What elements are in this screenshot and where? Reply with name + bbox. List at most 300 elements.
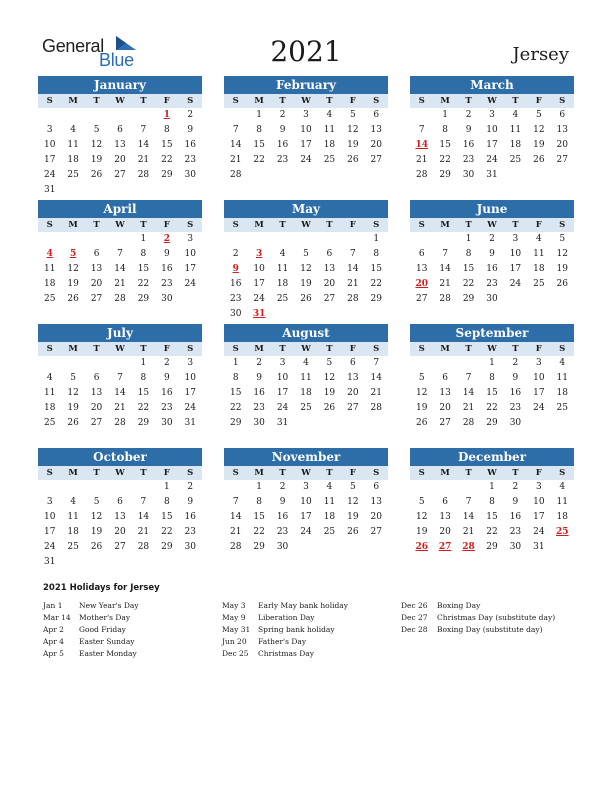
day-cell: 2 [279,110,286,120]
day-cell: 15 [486,512,498,522]
day-cell: 13 [323,264,336,274]
day-cell: 27 [556,155,568,165]
day-cell: 25 [323,527,336,537]
day-cell: 29 [486,418,498,428]
day-cell: 6 [418,249,425,259]
holiday-name: Easter Monday [79,649,137,658]
day-cell: 23 [184,155,196,165]
empty-day-cell [224,480,247,495]
holiday-column [401,600,555,636]
day-cell: 28 [439,294,451,304]
day-cell: 3 [535,482,542,492]
month-october [38,448,202,570]
day-cell: 23 [509,527,522,537]
weekday-header-row [410,342,574,356]
day-cell: 7 [140,125,147,135]
day-cell: 17 [533,512,545,522]
day-cell: 15 [486,388,498,398]
day-cell: 26 [347,527,359,537]
day-cell: 4 [70,125,76,135]
day-cell: 7 [373,358,380,368]
day-cell: 2 [512,358,519,368]
day-cell: 24 [300,155,312,165]
weekday-label: T [512,468,519,478]
day-cell: 24 [184,403,196,413]
weekday-label: F [535,468,542,478]
day-cell: 17 [300,140,312,150]
day-cell: 11 [533,249,545,259]
month-title: November [224,448,388,466]
day-cell: 30 [184,542,196,552]
holiday-day-cell: 2 [163,234,170,244]
day-cell: 11 [323,497,336,507]
day-cell: 26 [300,294,312,304]
day-cell: 4 [70,497,76,507]
day-cell: 10 [509,249,522,259]
day-cell: 28 [114,418,126,428]
weekday-label: S [232,344,239,354]
day-cell: 26 [347,155,359,165]
day-cell: 6 [326,249,333,259]
day-cell: 11 [67,512,79,522]
empty-day-cell [108,480,131,495]
day-cell: 1 [489,482,495,492]
day-cell: 21 [137,527,150,537]
day-cell: 25 [323,155,336,165]
empty-day-cell [61,480,84,495]
day-cell: 24 [486,155,498,165]
weekday-label: S [559,220,566,230]
holiday-date: Dec 28 [401,625,428,634]
day-cell: 28 [462,418,475,428]
weekday-label: T [512,344,519,354]
day-cell: 18 [300,388,312,398]
weekday-label: T [93,468,100,478]
day-cell: 24 [43,542,56,552]
empty-day-cell [38,480,61,495]
day-cell: 17 [276,388,289,398]
day-cell: 2 [256,358,262,368]
holiday-date: May 9 [222,613,246,622]
day-cell: 3 [535,358,542,368]
weekday-label: W [115,344,125,354]
day-cell: 30 [486,294,498,304]
empty-day-cell [457,356,480,371]
day-grid [410,232,574,307]
weekday-label: F [163,344,170,354]
weekday-label: F [163,220,170,230]
holiday-name: Early May bank holiday [258,601,349,610]
weekday-label: W [487,220,497,230]
empty-day-cell [85,356,108,371]
weekday-label: T [465,220,472,230]
calendar-year: 2021 [270,35,342,68]
day-cell: 25 [43,418,56,428]
month-september [410,324,574,431]
weekday-label: T [512,220,519,230]
holiday-row [43,624,139,636]
day-cell: 27 [370,527,382,537]
empty-day-cell [224,108,247,123]
weekday-label: M [440,220,450,230]
day-cell: 18 [323,140,336,150]
holiday-row [222,624,348,636]
month-title: April [38,200,202,218]
month-title: January [38,76,202,94]
day-cell: 31 [533,542,545,552]
holiday-day-cell: 27 [438,542,452,552]
day-cell: 31 [276,418,289,428]
day-cell: 5 [559,234,566,244]
day-cell: 30 [509,542,522,552]
holiday-name: Christmas Day (substitute day) [437,613,556,622]
day-cell: 11 [556,497,568,507]
day-cell: 19 [556,264,568,274]
day-cell: 16 [161,388,173,398]
day-cell: 21 [114,403,126,413]
day-cell: 8 [489,497,495,507]
day-cell: 27 [370,155,382,165]
day-cell: 10 [276,373,289,383]
day-cell: 28 [114,294,126,304]
day-cell: 9 [512,497,519,507]
weekday-label: T [93,220,100,230]
day-cell: 29 [137,294,150,304]
weekday-label: F [349,96,356,106]
month-may [224,200,388,322]
weekday-label: W [301,96,311,106]
day-cell: 26 [67,418,79,428]
day-cell: 6 [559,110,566,120]
day-cell: 24 [509,279,522,289]
holiday-date: May 3 [222,601,246,610]
weekday-label: S [373,96,380,106]
weekday-label: W [487,96,497,106]
day-cell: 21 [370,388,382,398]
day-cell: 4 [303,358,309,368]
day-cell: 8 [232,373,239,383]
empty-day-cell [132,480,155,495]
day-cell: 30 [276,542,289,552]
weekday-label: M [68,96,78,106]
day-cell: 27 [347,403,359,413]
day-cell: 9 [279,125,286,135]
holidays-title: 2021 Holidays for Jersey [43,583,160,593]
day-cell: 30 [161,294,173,304]
day-cell: 25 [533,279,545,289]
empty-day-cell [61,356,84,371]
holiday-date: Dec 25 [222,649,249,658]
day-cell: 13 [347,373,359,383]
day-cell: 18 [556,388,568,398]
day-cell: 14 [439,264,451,274]
weekday-label: T [279,96,286,106]
day-cell: 6 [442,497,448,507]
day-cell: 21 [462,527,475,537]
day-cell: 22 [486,527,498,537]
weekday-header-row [38,466,202,480]
day-cell: 19 [347,512,359,522]
day-cell: 23 [161,279,173,289]
day-cell: 17 [184,388,196,398]
day-cell: 14 [229,512,242,522]
day-cell: 30 [462,170,475,180]
weekday-header-row [224,94,388,108]
holiday-date: Dec 27 [401,613,428,622]
weekday-header-row [224,218,388,232]
day-cell: 21 [114,279,126,289]
weekday-label: M [254,220,264,230]
day-cell: 24 [253,294,265,304]
day-cell: 14 [462,512,475,522]
day-grid [38,356,202,431]
holiday-date: Mar 14 [43,613,71,622]
day-cell: 8 [140,373,147,383]
weekday-label: M [254,96,264,106]
day-cell: 3 [187,358,194,368]
day-cell: 2 [232,249,239,259]
empty-day-cell [85,480,108,495]
day-cell: 5 [93,125,100,135]
day-cell: 17 [509,264,522,274]
day-cell: 27 [90,418,103,428]
empty-day-cell [433,480,456,495]
day-cell: 21 [137,155,150,165]
day-grid [224,232,388,322]
month-july [38,324,202,431]
weekday-label: S [559,344,566,354]
day-cell: 10 [533,373,545,383]
day-cell: 28 [229,542,242,552]
day-cell: 20 [370,140,382,150]
day-cell: 4 [326,482,333,492]
day-cell: 20 [347,388,359,398]
day-cell: 19 [323,388,336,398]
empty-day-cell [457,480,480,495]
weekday-label: M [254,344,264,354]
day-cell: 10 [43,140,56,150]
day-cell: 12 [67,264,79,274]
weekday-label: T [326,344,333,354]
day-cell: 9 [187,125,194,135]
day-cell: 1 [163,482,170,492]
day-cell: 9 [489,249,495,259]
day-cell: 9 [512,373,519,383]
day-cell: 20 [323,279,336,289]
day-cell: 18 [556,512,568,522]
weekday-label: T [326,468,333,478]
day-cell: 3 [46,497,53,507]
holiday-name: Boxing Day [437,601,481,610]
day-cell: 6 [442,373,448,383]
day-cell: 29 [229,418,242,428]
holiday-date: Dec 26 [401,601,428,610]
day-cell: 18 [67,527,79,537]
day-cell: 21 [229,527,242,537]
day-cell: 1 [256,482,262,492]
holiday-row [222,600,348,612]
month-title: February [224,76,388,94]
holiday-name: New Year's Day [79,601,139,610]
day-cell: 19 [300,279,312,289]
day-cell: 12 [323,373,336,383]
day-grid [410,356,574,431]
day-cell: 1 [232,358,239,368]
day-grid [224,356,388,431]
weekday-header-row [224,342,388,356]
day-cell: 6 [93,373,100,383]
holiday-day-cell: 14 [415,140,428,150]
weekday-label: S [373,468,380,478]
day-cell: 27 [415,294,428,304]
day-cell: 5 [326,358,333,368]
holiday-row [222,612,348,624]
day-cell: 7 [140,497,147,507]
empty-day-cell [108,356,131,371]
day-cell: 15 [161,140,173,150]
month-title: May [224,200,388,218]
day-cell: 12 [90,512,103,522]
day-cell: 25 [556,403,568,413]
weekday-label: T [326,96,333,106]
day-cell: 9 [187,497,194,507]
day-cell: 9 [279,497,286,507]
holiday-day-cell: 1 [163,110,170,120]
day-cell: 21 [462,403,475,413]
empty-day-cell [108,108,131,123]
day-cell: 30 [253,418,265,428]
day-cell: 28 [415,170,428,180]
day-cell: 14 [114,264,126,274]
weekday-label: S [418,344,425,354]
weekday-label: W [115,220,125,230]
month-march [410,76,574,183]
weekday-label: S [418,220,425,230]
day-cell: 13 [114,512,126,522]
day-cell: 27 [323,294,336,304]
weekday-label: W [487,468,497,478]
day-cell: 16 [509,388,522,398]
day-cell: 22 [229,403,242,413]
day-cell: 5 [349,482,356,492]
day-cell: 8 [442,125,448,135]
day-cell: 24 [533,527,545,537]
month-january [38,76,202,198]
day-cell: 25 [300,403,312,413]
weekday-label: T [93,344,100,354]
weekday-label: T [140,344,147,354]
day-cell: 20 [556,140,568,150]
empty-day-cell [433,356,456,371]
day-cell: 27 [90,294,103,304]
weekday-label: S [46,96,53,106]
month-title: October [38,448,202,466]
day-cell: 11 [67,140,79,150]
day-cell: 4 [535,234,542,244]
day-cell: 13 [556,125,568,135]
weekday-label: S [559,96,566,106]
day-cell: 8 [373,249,380,259]
weekday-label: M [254,468,264,478]
month-title: June [410,200,574,218]
day-cell: 4 [326,110,333,120]
day-cell: 8 [256,125,262,135]
holiday-column [43,600,139,660]
day-cell: 23 [486,279,498,289]
day-cell: 30 [184,170,196,180]
weekday-header-row [38,218,202,232]
holiday-day-cell: 25 [556,527,569,537]
day-cell: 20 [114,527,126,537]
day-cell: 28 [347,294,359,304]
day-cell: 17 [253,279,265,289]
day-cell: 9 [256,373,262,383]
day-cell: 18 [509,140,522,150]
day-cell: 15 [253,140,265,150]
day-cell: 20 [439,403,451,413]
day-cell: 23 [184,527,196,537]
holiday-name: Mother's Day [79,613,131,622]
day-cell: 21 [439,279,451,289]
day-grid [410,480,574,555]
holiday-date: May 31 [222,625,251,634]
holiday-day-cell: 5 [70,249,77,259]
day-cell: 13 [90,388,103,398]
day-cell: 26 [415,418,428,428]
weekday-label: T [140,96,147,106]
day-cell: 17 [300,512,312,522]
day-grid [224,480,388,555]
month-title: August [224,324,388,342]
weekday-label: F [349,468,356,478]
day-cell: 26 [556,279,568,289]
day-cell: 7 [349,249,356,259]
day-cell: 18 [323,512,336,522]
day-cell: 5 [70,373,76,383]
day-cell: 16 [276,512,289,522]
day-cell: 4 [46,373,53,383]
day-cell: 26 [67,294,79,304]
day-cell: 3 [187,234,194,244]
weekday-label: W [301,468,311,478]
empty-day-cell [61,232,84,247]
day-cell: 18 [67,155,79,165]
day-cell: 4 [559,482,566,492]
day-cell: 19 [67,279,79,289]
day-cell: 24 [184,279,196,289]
empty-day-cell [410,108,433,123]
day-cell: 3 [303,482,309,492]
day-cell: 18 [533,264,545,274]
weekday-label: S [373,344,380,354]
weekday-label: T [279,220,286,230]
day-cell: 8 [163,125,170,135]
day-cell: 15 [462,264,475,274]
weekday-label: W [487,344,497,354]
holiday-name: Good Friday [79,625,126,634]
weekday-label: T [465,96,472,106]
day-cell: 13 [370,125,382,135]
day-cell: 24 [300,527,312,537]
day-cell: 15 [253,512,265,522]
weekday-label: M [68,220,78,230]
holiday-day-cell: 28 [462,542,475,552]
weekday-label: T [279,468,286,478]
day-cell: 14 [137,140,150,150]
weekday-label: F [163,468,170,478]
day-cell: 4 [512,110,519,120]
month-june [410,200,574,307]
